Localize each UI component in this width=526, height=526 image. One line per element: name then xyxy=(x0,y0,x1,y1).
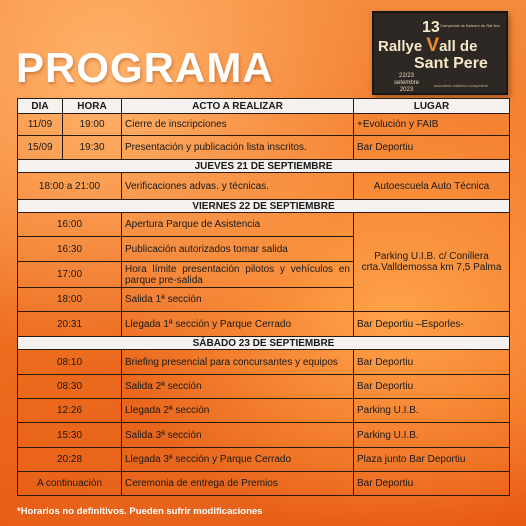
logo-date1: 22/23 xyxy=(399,73,415,79)
logo-edition-number: 13 xyxy=(422,19,440,36)
cell-hora: 19:00 xyxy=(63,114,122,136)
logo-line1 xyxy=(378,35,477,57)
section-row-viernes xyxy=(18,200,510,213)
logo-championship: Campionat de Balears de Ral·lies xyxy=(440,23,500,28)
cell-acto: Cierre de inscripciones xyxy=(122,114,354,136)
cell-hora: 20:31 xyxy=(18,312,122,337)
cell-hora: 16:00 xyxy=(18,213,122,237)
section-title: JUEVES 21 DE SEPTIEMBRE xyxy=(18,160,510,173)
table-row xyxy=(18,472,510,496)
logo-line1a: Rallye xyxy=(378,38,427,55)
logo-line1b: all de xyxy=(439,38,478,55)
table-row xyxy=(18,114,510,136)
cell-hora: 18:00 a 21:00 xyxy=(18,173,122,200)
cell-acto: Publicación autorizados tomar salida xyxy=(122,237,354,262)
table-row xyxy=(18,173,510,200)
table-row xyxy=(18,213,510,237)
cell-dia: 15/09 xyxy=(18,136,63,160)
table-row xyxy=(18,350,510,375)
table-header-row xyxy=(18,99,510,114)
header-hora: HORA xyxy=(63,99,122,114)
table-row xyxy=(18,312,510,337)
table-row xyxy=(18,375,510,399)
cell-acto: Presentación y publicación lista inscritos. xyxy=(122,136,354,160)
cell-hora: 18:00 xyxy=(18,288,122,312)
header-lugar: LUGAR xyxy=(354,99,510,114)
section-title: SÁBADO 23 DE SEPTIEMBRE xyxy=(18,337,510,350)
cell-hora: 08:10 xyxy=(18,350,122,375)
logo-date xyxy=(394,73,419,94)
cell-acto: Llegada 2ª sección xyxy=(122,399,354,423)
cell-lugar: Parking U.I.B. xyxy=(354,423,510,448)
cell-hora: 08:30 xyxy=(18,375,122,399)
cell-hora: 17:00 xyxy=(18,262,122,288)
cell-lugar: Parking U.I.B. c/ Conillera crta.Valldemossa km 7,5 Palma xyxy=(354,213,510,312)
cell-lugar: Autoescuela Auto Técnica xyxy=(354,173,510,200)
cell-acto: Llegada 1ª sección y Parque Cerrado xyxy=(122,312,354,337)
cell-acto: Hora límite presentación pilotos y vehículos en parque pre-salida xyxy=(122,262,354,288)
logo-v-letter: V xyxy=(426,35,440,56)
cell-acto: Salida 3ª sección xyxy=(122,423,354,448)
table-row xyxy=(18,448,510,472)
cell-lugar: Bar Deportiu xyxy=(354,350,510,375)
cell-hora: 20:28 xyxy=(18,448,122,472)
cell-lugar: +Evolución y FAIB xyxy=(354,114,510,136)
cell-hora: 12:26 xyxy=(18,399,122,423)
table-row xyxy=(18,423,510,448)
cell-hora: 15:30 xyxy=(18,423,122,448)
cell-hora: 19:30 xyxy=(63,136,122,160)
cell-acto: Ceremonia de entrega de Premios xyxy=(122,472,354,496)
cell-lugar: Bar Deportiu xyxy=(354,472,510,496)
header-dia: DIA xyxy=(18,99,63,114)
header-acto: ACTO A REALIZAR xyxy=(122,99,354,114)
cell-lugar: Parking U.I.B. xyxy=(354,399,510,423)
table-row xyxy=(18,136,510,160)
cell-hora: A continuación xyxy=(18,472,122,496)
cell-hora: 16:30 xyxy=(18,237,122,262)
cell-lugar: Bar Deportiu xyxy=(354,375,510,399)
rally-logo xyxy=(372,11,508,95)
logo-date2: setembre xyxy=(394,80,420,86)
cell-dia: 11/09 xyxy=(18,114,63,136)
cell-acto: Llegada 3ª sección y Parque Cerrado xyxy=(122,448,354,472)
table-row xyxy=(18,399,510,423)
cell-acto: Salida 1ª sección xyxy=(122,288,354,312)
page-title: PROGRAMA xyxy=(16,44,274,91)
logo-footer: escuderia mallorca competició xyxy=(434,83,488,88)
cell-lugar: Bar Deportiu xyxy=(354,136,510,160)
section-row-jueves xyxy=(18,160,510,173)
section-title: VIERNES 22 DE SEPTIEMBRE xyxy=(18,200,510,213)
cell-lugar: Bar Deportiu –Esporles- xyxy=(354,312,510,337)
cell-acto: Apertura Parque de Asistencia xyxy=(122,213,354,237)
cell-acto: Verificaciones advas. y técnicas. xyxy=(122,173,354,200)
cell-acto: Salida 2ª sección xyxy=(122,375,354,399)
cell-lugar: Plaza junto Bar Deportiu xyxy=(354,448,510,472)
footnote: *Horarios no definitivos. Pueden sufrir modificaciones xyxy=(17,506,263,517)
logo-line2: Sant Pere xyxy=(414,55,488,72)
logo-date3: 2023 xyxy=(399,87,414,93)
program-table xyxy=(17,98,510,496)
cell-acto: Briefing presencial para concursantes y equipos xyxy=(122,350,354,375)
section-row-sabado xyxy=(18,337,510,350)
